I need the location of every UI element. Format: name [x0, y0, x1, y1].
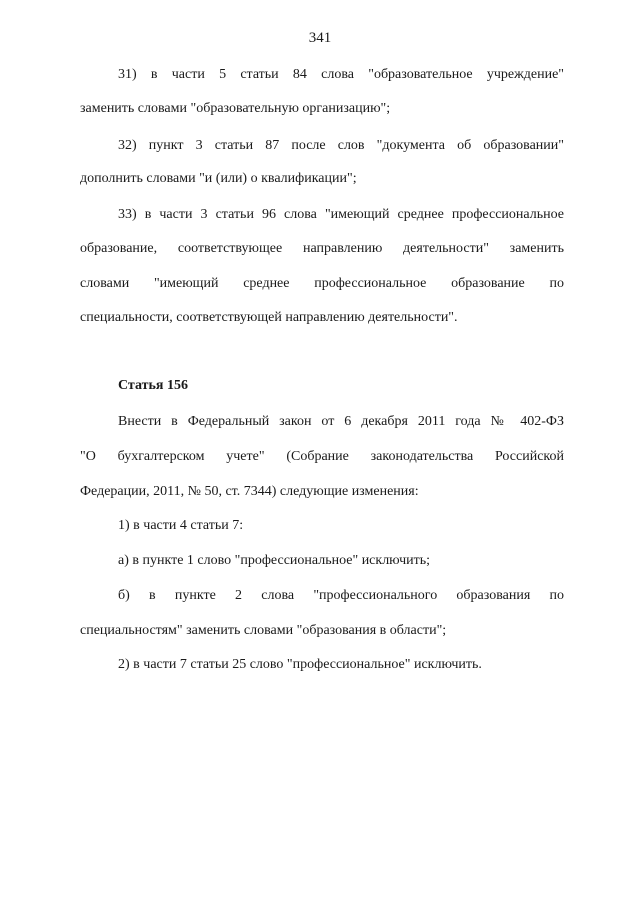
item-33-text-line-2: образование, соответствующее направлению деятельности" заменить	[80, 241, 564, 256]
point-2-text: 2) в части 7 статьи 25 слово "профессиональное" исключить.	[118, 657, 482, 672]
item-31-line-2	[80, 100, 564, 118]
sub-b-text-line-2: специальностям" заменить словами "образования в области";	[80, 623, 447, 638]
item-33-line-4	[80, 309, 564, 327]
item-33-text-line-3: словами "имеющий среднее профессиональное образование по	[80, 276, 564, 291]
item-33-line-1	[118, 206, 564, 224]
item-32-line-2	[80, 170, 564, 188]
item-33-text-line-1: 33) в части 3 статьи 96 слова "имеющий среднее профессиональное	[118, 207, 564, 222]
item-32-line-1	[118, 137, 564, 155]
item-31-text-line-2: заменить словами "образовательную организацию";	[80, 101, 391, 116]
page-number: 341	[308, 30, 332, 46]
intro-text-line-3: Федерации, 2011, № 50, ст. 7344) следующие изменения:	[80, 484, 419, 499]
item-33-line-3	[80, 275, 564, 293]
item-31-text-line-1: 31) в части 5 статьи 84 слова "образовательное учреждение"	[118, 67, 564, 82]
item-31-line-1	[118, 66, 564, 84]
item-33-text-line-4: специальности, соответствующей направлению деятельности".	[80, 310, 458, 325]
point-2-block	[118, 656, 564, 674]
article-heading: Статья 156	[118, 378, 188, 393]
intro-line-3	[80, 483, 564, 501]
intro-text-line-1: Внести в Федеральный закон от 6 декабря 2011 года № 402-ФЗ	[118, 414, 564, 429]
article-heading-block	[118, 377, 564, 395]
intro-line-1	[118, 413, 564, 431]
sub-b-line-2	[80, 622, 564, 640]
item-32-text-line-2: дополнить словами "и (или) о квалификации";	[80, 171, 357, 186]
sub-a-block	[118, 552, 564, 570]
intro-text-line-2: "О бухгалтерском учете" (Собрание законодательства Российской	[80, 449, 564, 464]
point-1-text: 1) в части 4 статьи 7:	[118, 518, 244, 533]
intro-line-2	[80, 448, 564, 466]
sub-b-line-1	[118, 587, 564, 605]
point-1-block	[118, 517, 564, 535]
item-32-text-line-1: 32) пункт 3 статьи 87 после слов "документа об образовании"	[118, 138, 564, 153]
item-33-line-2	[80, 240, 564, 258]
sub-a-text: а) в пункте 1 слово "профессиональное" исключить;	[118, 553, 431, 568]
sub-b-text-line-1: б) в пункте 2 слова "профессионального образования по	[118, 588, 564, 603]
